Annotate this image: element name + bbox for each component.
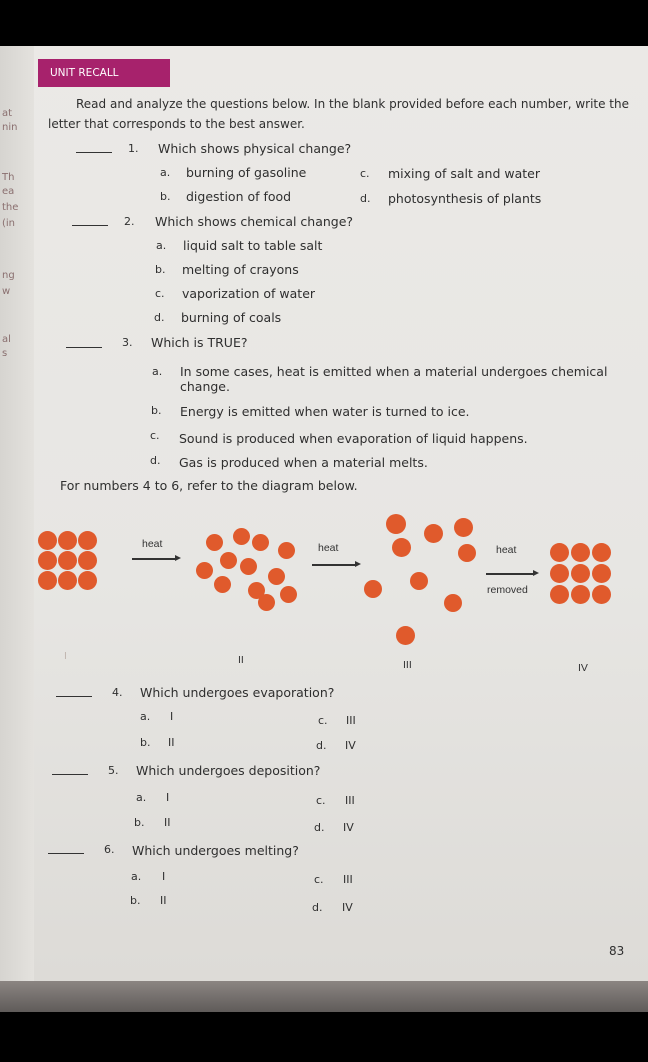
choice-text: I: [162, 870, 166, 883]
choice-letter: b.: [134, 816, 145, 829]
margin-bleed-text: al: [2, 334, 11, 345]
choice-text: In some cases, heat is emitted when a material undergoes chemical: [180, 364, 608, 379]
choice-letter: d.: [314, 821, 325, 834]
question-number: 4.: [112, 686, 123, 699]
choice-text: Energy is emitted when water is turned to ice.: [180, 404, 470, 419]
particle-circle: [550, 564, 569, 583]
particle-circle: [396, 626, 415, 645]
particle-circle: [58, 531, 77, 550]
question-text: Which undergoes evaporation?: [140, 685, 335, 700]
diagram-intro: For numbers 4 to 6, refer to the diagram below.: [60, 478, 358, 493]
choice-text-continued: change.: [180, 379, 230, 394]
answer-blank-6[interactable]: [48, 853, 84, 854]
particle-circle: [454, 518, 473, 537]
particle-circle: [592, 585, 611, 604]
choice-text: digestion of food: [186, 189, 292, 204]
particle-circle: [278, 542, 295, 559]
choice-text: vaporization of water: [182, 286, 316, 301]
choice-text: III: [345, 794, 355, 807]
question-number: 1.: [128, 142, 139, 155]
choice-letter: c.: [316, 794, 326, 807]
particle-circle: [571, 543, 590, 562]
particle-circle: [38, 551, 57, 570]
arrow-3-label-bottom: removed: [487, 584, 528, 596]
particle-circle: [78, 551, 97, 570]
page-number: 83: [609, 944, 625, 958]
choice-text: IV: [343, 821, 354, 834]
instructions-line-1: Read and analyze the questions below. In the blank provided before each number, write the: [76, 97, 630, 111]
choice-letter: b.: [130, 894, 141, 907]
particle-circle: [550, 585, 569, 604]
state-label-i: I: [64, 650, 67, 662]
choice-text: II: [164, 816, 171, 829]
margin-bleed-text: ea: [2, 186, 15, 197]
answer-blank-2[interactable]: [72, 225, 108, 226]
choice-letter: c.: [150, 429, 160, 442]
page-bottom-shadow: [0, 981, 648, 1012]
answer-blank-5[interactable]: [52, 774, 88, 775]
choice-letter: c.: [314, 873, 324, 886]
unit-recall-tab: UNIT RECALL: [38, 59, 170, 87]
choice-letter: a.: [160, 166, 171, 179]
choice-text: I: [166, 791, 170, 804]
answer-blank-4[interactable]: [56, 696, 92, 697]
margin-bleed-text: nin: [2, 122, 18, 133]
particle-circle: [424, 524, 443, 543]
choice-letter: c.: [360, 167, 370, 180]
instructions-line-2: letter that corresponds to the best answer.: [48, 117, 305, 131]
choice-letter: a.: [152, 365, 163, 378]
answer-blank-3[interactable]: [66, 347, 102, 348]
state-label-iii: III: [403, 659, 412, 671]
margin-bleed-text: s: [2, 348, 8, 359]
question-number: 2.: [124, 215, 135, 228]
arrow-2-label: heat: [318, 542, 339, 554]
choice-letter: d.: [154, 311, 165, 324]
choice-letter: b.: [140, 736, 151, 749]
choice-text: mixing of salt and water: [388, 166, 540, 181]
choice-letter: b.: [155, 263, 166, 276]
textbook-page: [0, 46, 648, 1012]
particle-circle: [58, 571, 77, 590]
particle-circle: [38, 571, 57, 590]
choice-text: burning of gasoline: [186, 165, 307, 180]
choice-letter: a.: [140, 710, 151, 723]
state-label-ii: II: [238, 654, 244, 666]
particle-circle: [410, 572, 428, 590]
question-text: Which undergoes deposition?: [136, 763, 321, 778]
arrow-2: [312, 564, 356, 566]
choice-text: liquid salt to table salt: [183, 238, 323, 253]
margin-bleed-text: at: [2, 108, 13, 119]
choice-letter: a.: [136, 791, 147, 804]
particle-circle: [38, 531, 57, 550]
choice-letter: b.: [160, 190, 171, 203]
choice-letter: d.: [316, 739, 327, 752]
choice-letter: c.: [155, 287, 165, 300]
particle-circle: [58, 551, 77, 570]
particle-circle: [78, 531, 97, 550]
particle-circle: [240, 558, 257, 575]
choice-letter: d.: [360, 192, 371, 205]
choice-letter: a.: [156, 239, 167, 252]
margin-bleed-text: ng: [2, 270, 15, 281]
choice-text: III: [346, 714, 356, 727]
particle-circle: [78, 571, 97, 590]
arrow-1: [132, 558, 176, 560]
question-text: Which shows chemical change?: [155, 214, 354, 229]
particle-circle: [252, 534, 269, 551]
question-text: Which is TRUE?: [151, 335, 248, 350]
adjacent-page-edge: [0, 46, 34, 1012]
choice-letter: b.: [151, 404, 162, 417]
answer-blank-1[interactable]: [76, 152, 112, 153]
particle-circle: [280, 586, 297, 603]
particle-circle: [392, 538, 411, 557]
particle-circle: [196, 562, 213, 579]
choice-letter: d.: [312, 901, 323, 914]
particle-circle: [220, 552, 237, 569]
choice-text: II: [160, 894, 167, 907]
choice-text: photosynthesis of plants: [388, 191, 542, 206]
choice-text: IV: [342, 901, 353, 914]
particle-circle: [214, 576, 231, 593]
particle-circle: [592, 543, 611, 562]
particle-circle: [571, 564, 590, 583]
arrow-1-label: heat: [142, 538, 163, 550]
particle-circle: [458, 544, 476, 562]
choice-letter: c.: [318, 714, 328, 727]
choice-text: Sound is produced when evaporation of liquid happens.: [179, 431, 528, 446]
arrow-3: [486, 573, 534, 575]
choice-text: melting of crayons: [182, 262, 299, 277]
particle-circle: [364, 580, 382, 598]
question-number: 5.: [108, 764, 119, 777]
choice-text: IV: [345, 739, 356, 752]
margin-bleed-text: Th: [2, 172, 15, 183]
particle-circle: [592, 564, 611, 583]
question-text: Which undergoes melting?: [132, 843, 299, 858]
particle-circle: [386, 514, 406, 534]
particle-circle: [233, 528, 250, 545]
question-number: 3.: [122, 336, 133, 349]
choice-text: burning of coals: [181, 310, 282, 325]
margin-bleed-text: (in: [2, 218, 16, 229]
question-number: 6.: [104, 843, 115, 856]
margin-bleed-text: the: [2, 202, 19, 213]
choice-letter: a.: [131, 870, 142, 883]
choice-letter: d.: [150, 454, 161, 467]
particle-circle: [550, 543, 569, 562]
particle-circle: [268, 568, 285, 585]
particle-circle: [206, 534, 223, 551]
choice-text: III: [343, 873, 353, 886]
margin-bleed-text: w: [2, 286, 11, 297]
particle-circle: [258, 594, 275, 611]
choice-text: II: [168, 736, 175, 749]
question-text: Which shows physical change?: [158, 141, 352, 156]
particle-circle: [571, 585, 590, 604]
choice-text: I: [170, 710, 174, 723]
choice-text: Gas is produced when a material melts.: [179, 455, 428, 470]
particle-circle: [444, 594, 462, 612]
arrow-3-label-top: heat: [496, 544, 517, 556]
state-label-iv: IV: [578, 662, 588, 674]
